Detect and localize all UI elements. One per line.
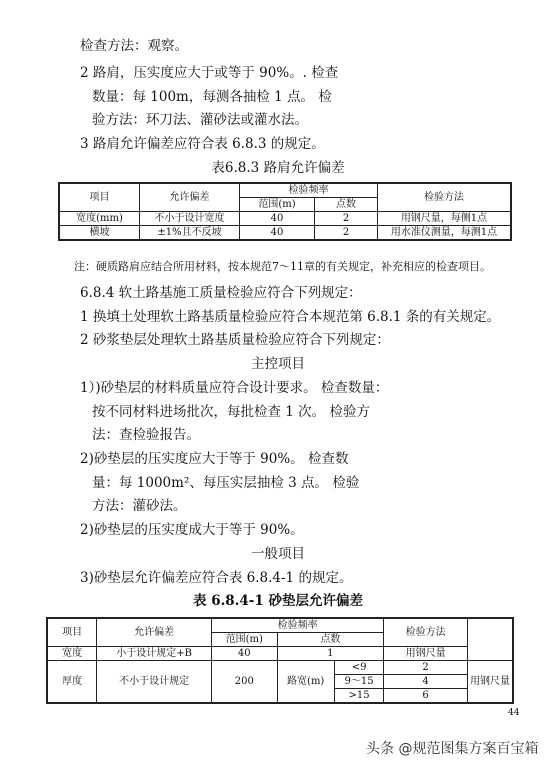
- table-cell: 不小于设计规定: [97, 661, 212, 704]
- text-line: 验方法：环刀法、灌砂法或灌水法。: [92, 112, 308, 128]
- table-row: [59, 212, 511, 226]
- table-cell: 厚度: [47, 661, 97, 704]
- table-header: 允许偏差: [97, 618, 212, 647]
- table-cell: <9: [334, 661, 383, 675]
- table-cell: 横坡: [59, 226, 140, 241]
- section-heading: 主控项目: [251, 356, 305, 372]
- table-header: 点数: [277, 633, 384, 647]
- text-line: 方法：灌砂法。: [92, 498, 187, 514]
- table-cell: 用水准仪测量，每测1点: [378, 226, 512, 241]
- text-line: 按不同材料进场批次，每批检查 1 次。 检验方: [92, 404, 370, 420]
- table-cell: 40: [240, 226, 315, 241]
- text-line: 2)砂垫层的压实度应大于等于 90%。 检查数: [80, 451, 349, 467]
- table-header: 检验频率: [212, 618, 384, 633]
- table-shoulder-tolerance: [58, 182, 512, 241]
- section-heading: 一般项目: [251, 546, 305, 562]
- table-cell: 4: [384, 675, 468, 689]
- table-cell: 用钢尺量，每侧1点: [378, 212, 512, 226]
- table-header: 检验方法: [384, 618, 468, 647]
- table-row: [47, 647, 513, 661]
- table-header: 范围(m): [240, 198, 315, 212]
- text-line: 量：每 1000m²、每压实层抽检 3 点。 检验: [92, 475, 360, 491]
- table-header: 允许偏差: [140, 183, 240, 212]
- table-caption: 表 6.8.4-1 砂垫层允许偏差: [193, 593, 363, 609]
- table-cell: 40: [240, 212, 315, 226]
- text-line: 1）)砂垫层的材料质量应符合设计要求。 检查数量：: [80, 380, 389, 396]
- watermark-text: 头条 @规范图集方案百宝箱: [366, 741, 539, 757]
- table-row: [59, 226, 511, 241]
- table-cell: 小于设计规定+B: [97, 647, 212, 661]
- table-cell: 1: [277, 647, 384, 661]
- table-header: 项目: [59, 183, 140, 212]
- text-line: 数量：每 100m，每测各抽检 1 点。 检: [92, 89, 332, 105]
- table-sand-cushion-tolerance: [46, 617, 514, 704]
- text-line: 2 路肩，压实度应大于或等于 90%。. 检查: [80, 65, 339, 81]
- table-header: 检验频率: [240, 183, 378, 198]
- table-cell: 40: [212, 647, 277, 661]
- table-cell: 路宽(m): [277, 661, 334, 704]
- table-cell: >15: [334, 689, 383, 704]
- table-header: 检验方法: [378, 183, 512, 212]
- table-cell: 用钢尺量: [468, 661, 514, 704]
- table-cell: 不小于设计宽度: [140, 212, 240, 226]
- page-number: 44: [508, 708, 520, 718]
- table-cell: 用钢尺量: [384, 647, 468, 661]
- text-line: 检查方法：观察。: [80, 38, 188, 54]
- table-cell: 200: [212, 661, 277, 704]
- table-cell: 宽度(mm): [59, 212, 140, 226]
- table-header: 项目: [47, 618, 97, 647]
- table-cell: 6: [384, 689, 468, 704]
- text-line: 3)砂垫层允许偏差应符合表 6.8.4-1 的规定。: [80, 570, 353, 586]
- text-line: 2 砂浆垫层处理软土路基质量检验应符合下列规定：: [80, 332, 390, 348]
- text-line: 法：查检验报告。: [92, 427, 200, 443]
- table-row: [47, 661, 513, 675]
- table-cell: 9～15: [334, 675, 383, 689]
- table-note: 注：硬质路肩应结合所用材料，按本规范7～11章的有关规定，补充相应的检查项目。: [74, 260, 491, 273]
- text-line: 2)砂垫层的压实度成大于等于 90%。: [80, 522, 304, 538]
- text-line: 1 换填土处理软土路基质量检验应符合本规范第 6.8.1 条的有关规定。: [80, 309, 501, 325]
- table-cell: 2: [384, 661, 468, 675]
- table-caption: 表6.8.3 路肩允许偏差: [211, 160, 345, 176]
- table-cell: 2: [315, 226, 378, 241]
- table-cell: 2: [315, 212, 378, 226]
- table-cell: 宽度: [47, 647, 97, 661]
- table-cell: ±1%且不反坡: [140, 226, 240, 241]
- table-header: 范围(m): [212, 633, 277, 647]
- text-line: 3 路肩允许偏差应符合表 6.8.3 的规定。: [80, 136, 325, 152]
- text-line: 6.8.4 软土路基施工质量检验应符合下列规定：: [80, 285, 362, 301]
- table-header: 点数: [315, 198, 378, 212]
